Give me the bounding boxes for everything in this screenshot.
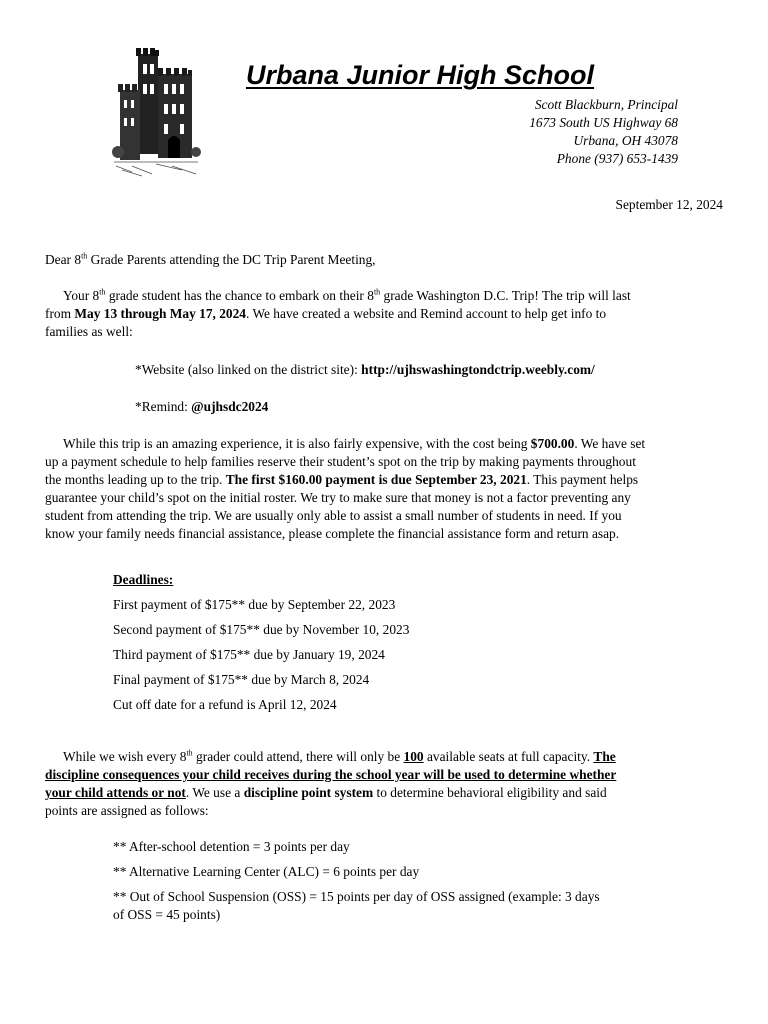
text: the months leading up to the trip. xyxy=(45,472,226,487)
paragraph-line: up a payment schedule to help families reserve their student’s spot on the trip by making payments throughout xyxy=(45,454,636,469)
text: grade student has the chance to embark on their 8 xyxy=(105,288,374,303)
list-item-continuation: of OSS = 45 points) xyxy=(113,907,221,922)
list-item: Third payment of $175** due by January 19, 2024 xyxy=(113,647,385,662)
text: . This payment helps xyxy=(526,472,639,487)
salutation-text: Dear 8 xyxy=(45,252,82,267)
list-item: ** After-school detention = 3 points per day xyxy=(113,839,350,854)
text: to determine behavioral eligibility and said xyxy=(373,785,607,800)
first-payment-notice: The first $160.00 payment is due September 23, 2021 xyxy=(225,472,527,487)
paragraph-line: student from attending the trip. We are usually only able to assist a small number of students in need. If you xyxy=(45,508,622,523)
text: . We have created a website and Remind account to help get info to xyxy=(246,306,607,321)
text: Your 8 xyxy=(63,288,100,303)
seat-count: 100 xyxy=(403,749,424,764)
letter-date: September 12, 2024 xyxy=(615,197,723,212)
emphasis-text: discipline consequences your child receives during the school year will be used to determine whether xyxy=(45,767,617,782)
superscript: th xyxy=(81,251,88,261)
discipline-paragraph xyxy=(45,748,725,820)
website-line xyxy=(135,361,595,379)
superscript: th xyxy=(373,287,381,297)
list-item: Cut off date for a refund is April 12, 2024 xyxy=(113,697,337,712)
list-item: ** Out of School Suspension (OSS) = 15 points per day of OSS assigned (example: 3 days xyxy=(113,889,600,904)
emphasis-text: your child attends or not xyxy=(45,785,186,800)
remind-label: *Remind: xyxy=(135,399,192,414)
website-link[interactable]: http://ujhswashingtondctrip.weebly.com/ xyxy=(361,362,595,377)
text: . We use a xyxy=(185,785,244,800)
deadlines-list xyxy=(113,571,409,721)
emphasis-text: The xyxy=(593,749,616,764)
superscript: th xyxy=(99,287,106,297)
remind-line xyxy=(135,398,268,416)
paragraph-line xyxy=(45,766,725,784)
trip-cost: $700.00 xyxy=(530,436,575,451)
text: grade Washington D.C. Trip! The trip will last xyxy=(380,288,631,303)
text: . We have set xyxy=(574,436,646,451)
paragraph-line xyxy=(45,784,725,802)
text: While this trip is an amazing experience, it is also fairly expensive, with the cost being xyxy=(63,436,531,451)
intro-paragraph xyxy=(45,287,725,341)
paragraph-line xyxy=(45,305,725,323)
paragraph-line xyxy=(45,435,725,453)
phone-number: Phone (937) 653-1439 xyxy=(556,151,678,166)
paragraph-line: families as well: xyxy=(45,324,133,339)
text: available seats at full capacity. xyxy=(423,749,594,764)
list-item: ** Alternative Learning Center (ALC) = 6 points per day xyxy=(113,864,420,879)
superscript: th xyxy=(186,748,193,758)
website-label: *Website (also linked on the district site): xyxy=(135,362,362,377)
trip-dates: May 13 through May 17, 2024 xyxy=(74,306,246,321)
salutation-text: Grade Parents attending the DC Trip Parent Meeting, xyxy=(87,252,376,267)
text: While we wish every 8 xyxy=(63,749,187,764)
city-state-zip: Urbana, OH 43078 xyxy=(573,133,678,148)
cost-paragraph xyxy=(45,435,725,543)
list-item: Second payment of $175** due by November 10, 2023 xyxy=(113,622,410,637)
paragraph-line: points are assigned as follows: xyxy=(45,803,209,818)
paragraph-line: know your family needs financial assistance, please complete the financial assistance form and return asap. xyxy=(45,526,620,541)
paragraph-line: guarantee your child’s spot on the initial roster. We try to make sure that money is not a factor preventing any xyxy=(45,490,631,505)
deadlines-title: Deadlines: xyxy=(113,572,174,587)
list-item: First payment of $175** due by September 22, 2023 xyxy=(113,597,396,612)
salutation xyxy=(45,251,376,269)
list-item: Final payment of $175** due by March 8, 2024 xyxy=(113,672,370,687)
text: grader could attend, there will only be xyxy=(192,749,404,764)
castle-building-icon xyxy=(112,44,202,178)
address-block xyxy=(529,96,678,168)
text: from xyxy=(45,306,75,321)
school-name: Urbana Junior High School xyxy=(246,60,595,90)
remind-handle: @ujhsdc2024 xyxy=(191,399,269,414)
point-system-term: discipline point system xyxy=(243,785,374,800)
paragraph-line xyxy=(45,471,725,489)
principal-name: Scott Blackburn, Principal xyxy=(534,97,678,112)
street-address: 1673 South US Highway 68 xyxy=(529,115,678,130)
paragraph-line xyxy=(45,748,725,766)
points-list xyxy=(113,838,600,931)
paragraph-line xyxy=(45,287,725,305)
